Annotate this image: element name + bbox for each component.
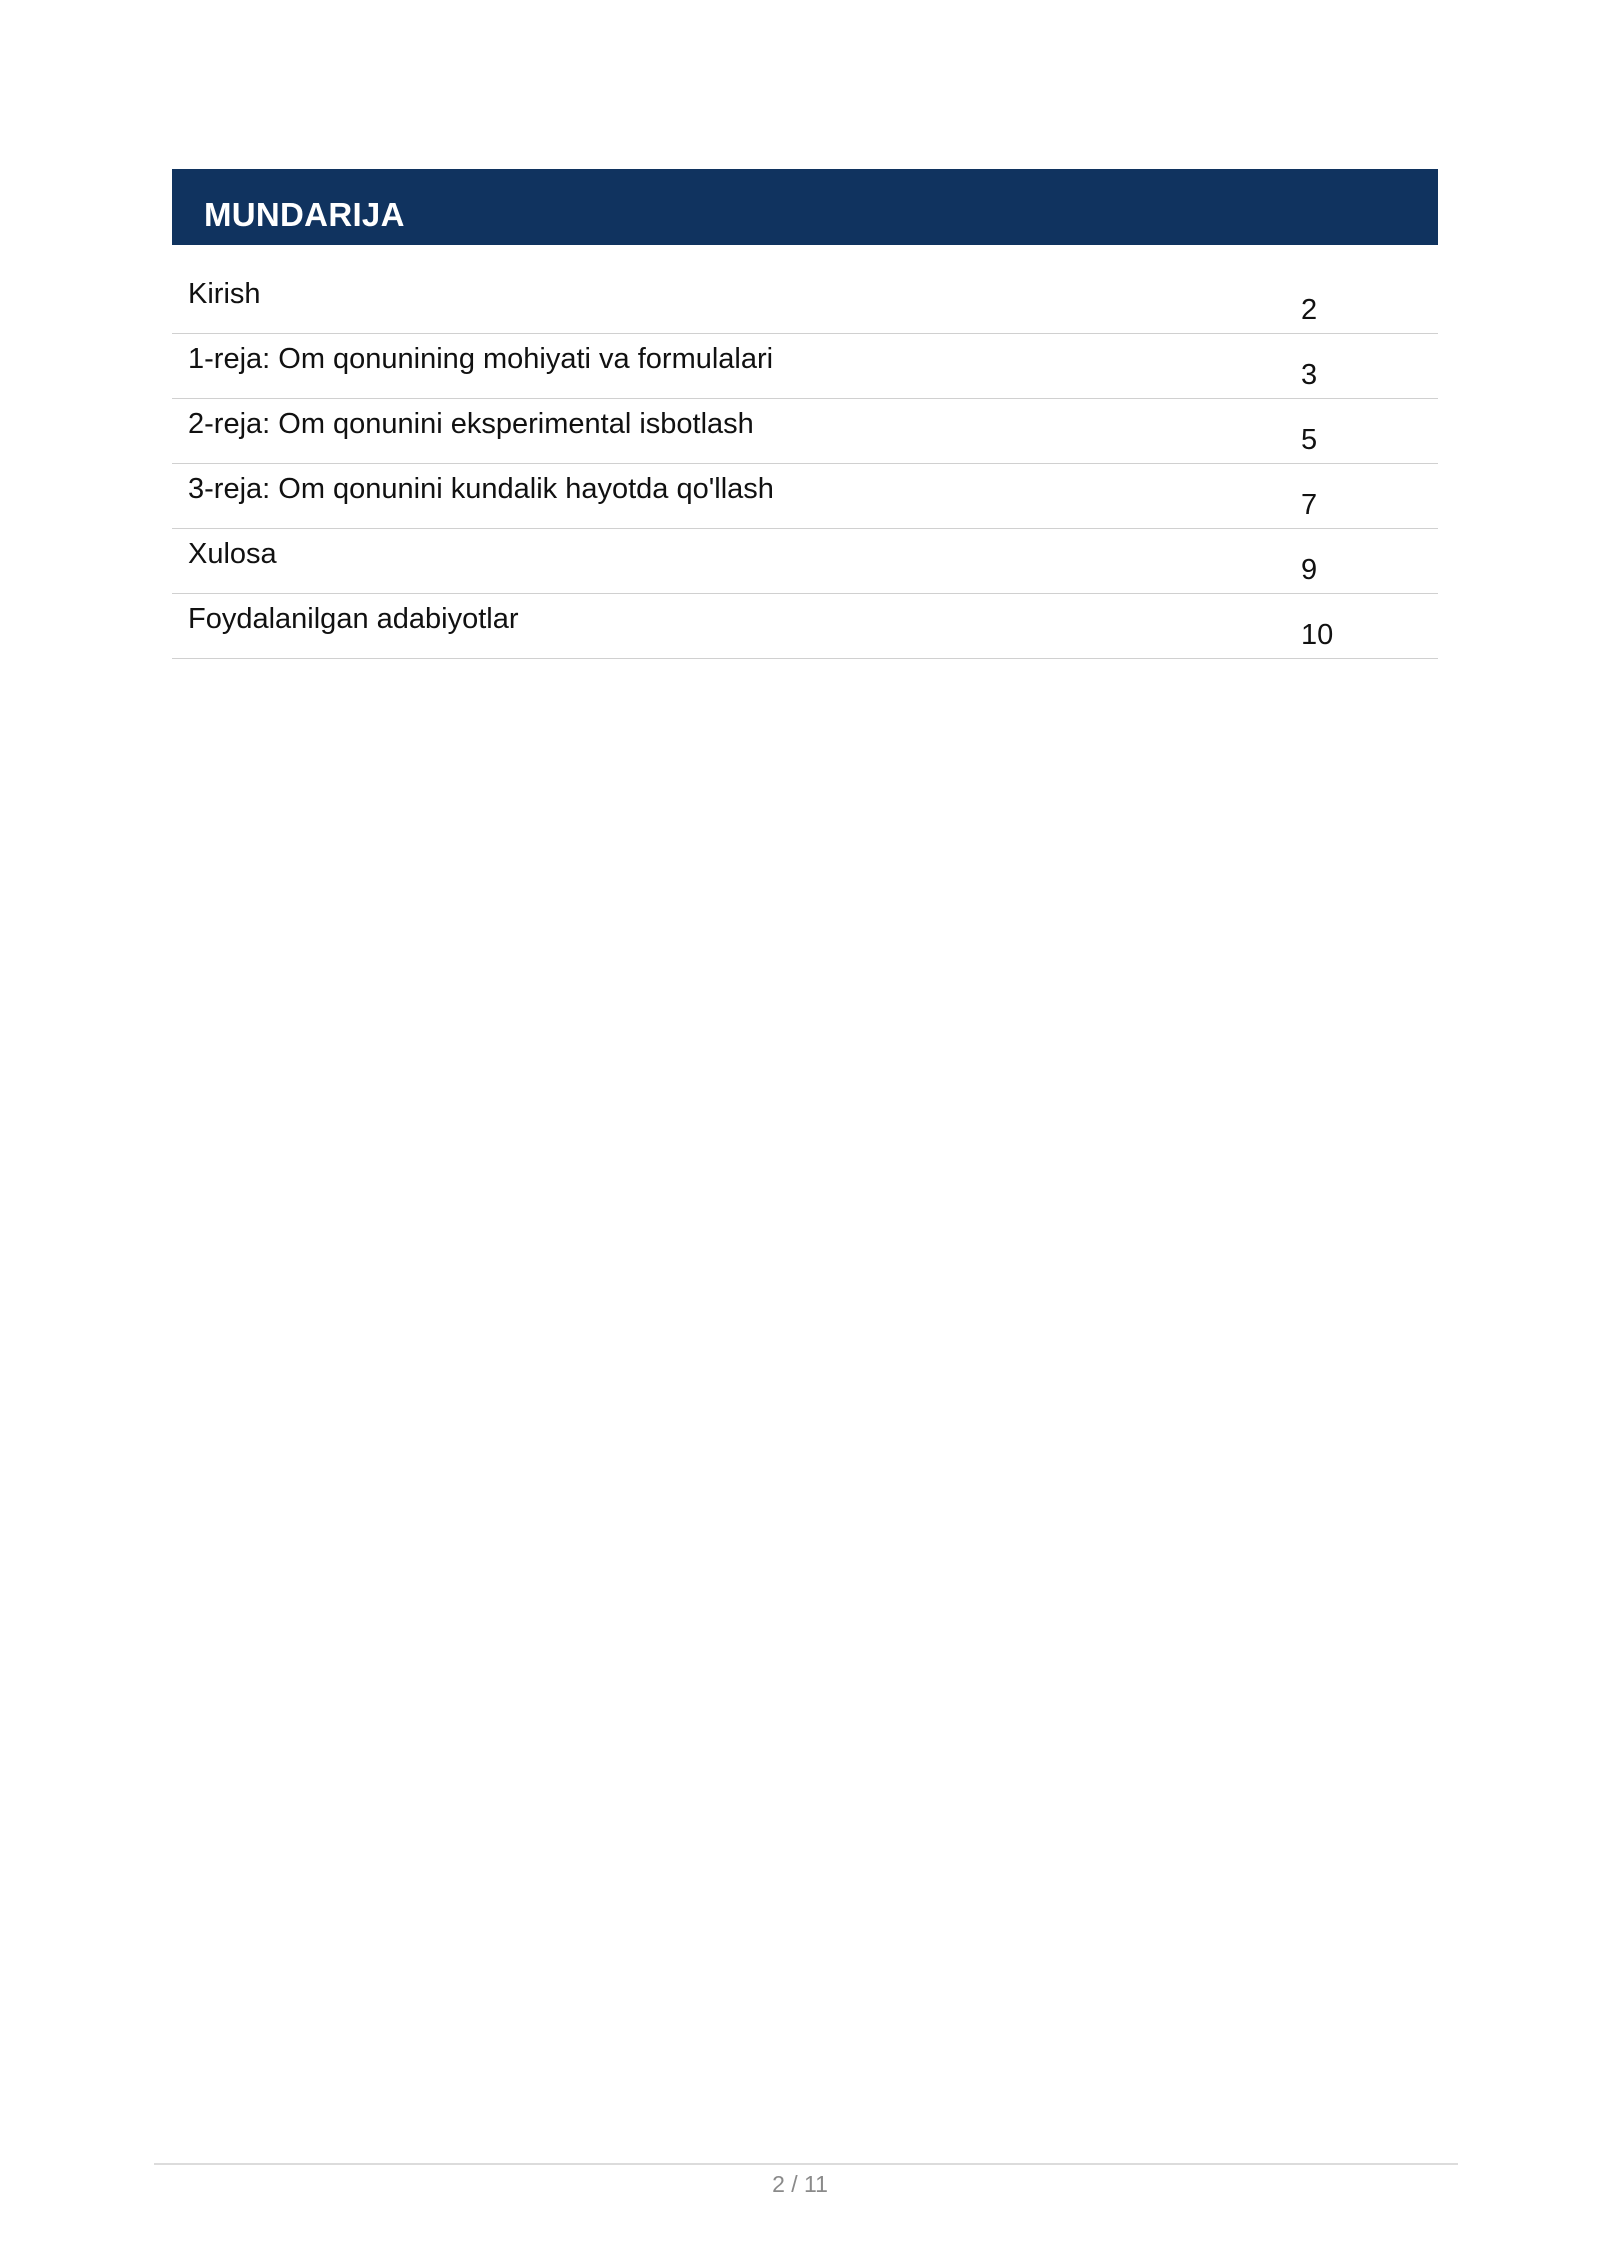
toc-entry-page: 10 (1301, 619, 1334, 651)
table-of-contents (172, 169, 1438, 659)
toc-entry-label: Kirish (188, 278, 261, 310)
toc-entry-page: 3 (1301, 359, 1318, 391)
footer-divider (154, 2163, 1458, 2165)
toc-entry-page: 5 (1301, 424, 1318, 456)
toc-entry-label: 3-reja: Om qonunini kundalik hayotda qo'llash (188, 473, 774, 505)
toc-entry-page: 2 (1301, 294, 1318, 326)
toc-list (172, 245, 1438, 659)
toc-entry-label: Xulosa (188, 538, 277, 570)
page-number: 2 / 11 (772, 2171, 828, 2197)
toc-entry-kirish[interactable] (172, 245, 1438, 334)
toc-entry-xulosa[interactable] (172, 529, 1438, 594)
toc-header (172, 169, 1438, 245)
toc-title: MUNDARIJA (204, 196, 405, 233)
toc-entry-reja-2[interactable] (172, 399, 1438, 464)
toc-entry-adabiyotlar[interactable] (172, 594, 1438, 659)
toc-entry-reja-3[interactable] (172, 464, 1438, 529)
toc-entry-label: 2-reja: Om qonunini eksperimental isbotlash (188, 408, 754, 440)
toc-entry-page: 7 (1301, 489, 1318, 521)
toc-entry-label: 1-reja: Om qonunining mohiyati va formulalari (188, 343, 774, 375)
toc-entry-page: 9 (1301, 554, 1318, 586)
toc-entry-reja-1[interactable] (172, 334, 1438, 399)
toc-entry-label: Foydalanilgan adabiyotlar (188, 603, 519, 635)
